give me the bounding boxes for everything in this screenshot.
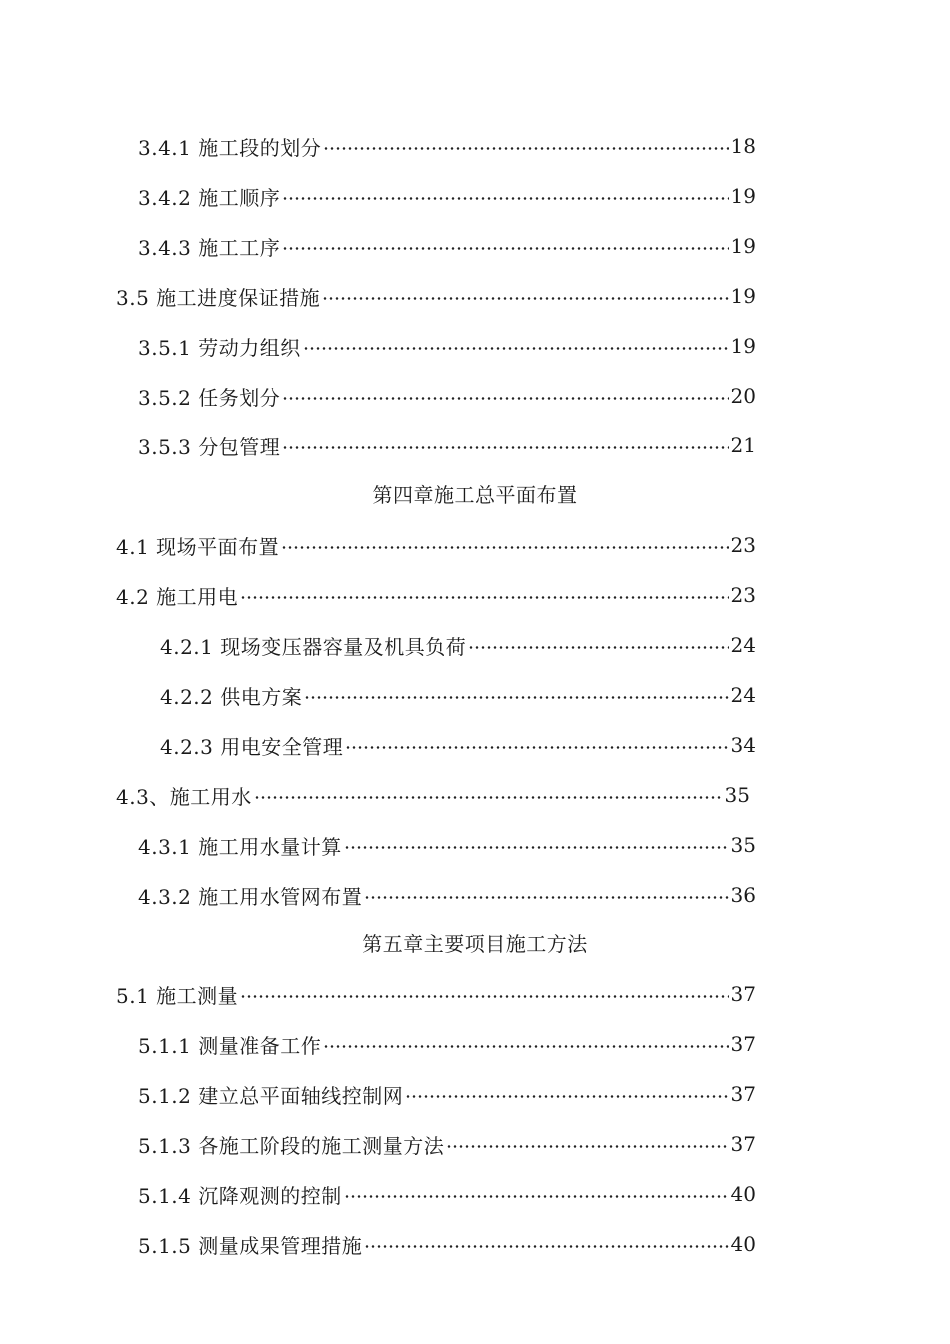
dot-leader [304, 696, 728, 699]
toc-entry-label: 5.1.1 测量准备工作 [138, 1033, 322, 1058]
dot-leader [405, 1095, 728, 1098]
toc-entry-page-number: 21 [730, 433, 756, 457]
dot-leader [344, 1195, 729, 1198]
chapter-heading: 第四章施工总平面布置 [372, 483, 578, 507]
toc-entry-page-number: 37 [730, 1082, 756, 1106]
toc-entry-page-number: 19 [730, 234, 756, 258]
toc-entry-label: 4.2 施工用电 [116, 584, 239, 609]
toc-entry[interactable] [116, 974, 756, 1014]
toc-entry-page-number: 40 [730, 1182, 756, 1206]
toc-entry[interactable] [138, 825, 756, 865]
toc-entry-page-number: 35 [724, 783, 750, 807]
dot-leader [282, 247, 728, 250]
toc-entry-page-number: 18 [730, 134, 756, 158]
toc-entry-page-number: 37 [730, 1032, 756, 1056]
dot-leader [322, 297, 728, 300]
toc-entry-page-number: 19 [730, 284, 756, 308]
toc-entry[interactable] [138, 176, 756, 216]
toc-entry-label: 3.5.3 分包管理 [138, 434, 281, 459]
toc-entry-label: 3.5.1 劳动力组织 [138, 335, 301, 360]
toc-entry-label: 5.1 施工测量 [116, 983, 239, 1008]
dot-leader [323, 1045, 728, 1048]
toc-entry-label: 5.1.2 建立总平面轴线控制网 [138, 1083, 404, 1108]
toc-entry-label: 4.3、施工用水 [116, 784, 252, 809]
toc-entry-page-number: 36 [730, 883, 756, 907]
toc-entry[interactable] [138, 1174, 756, 1214]
chapter-heading: 第五章主要项目施工方法 [362, 932, 588, 956]
toc-entry-page-number: 24 [730, 633, 756, 657]
toc-entry-label: 3.4.3 施工工序 [138, 235, 281, 260]
dot-leader [323, 147, 728, 150]
toc-entry-label: 3.4.1 施工段的划分 [138, 135, 322, 160]
toc-entry[interactable] [116, 775, 750, 815]
toc-entry-page-number: 37 [730, 1132, 756, 1156]
dot-leader [468, 646, 728, 649]
toc-entry[interactable] [138, 376, 756, 416]
dot-leader [303, 347, 729, 350]
toc-entry-page-number: 19 [730, 334, 756, 358]
toc-entry-label: 4.3.2 施工用水管网布置 [138, 884, 363, 909]
toc-entry-label: 3.5 施工进度保证措施 [116, 285, 321, 310]
toc-entry-label: 4.1 现场平面布置 [116, 534, 280, 559]
dot-leader [344, 846, 729, 849]
dot-leader [446, 1145, 728, 1148]
toc-entry[interactable] [116, 276, 756, 316]
toc-entry[interactable] [138, 126, 756, 166]
dot-leader [364, 896, 728, 899]
toc-entry[interactable] [138, 226, 756, 266]
toc-entry-page-number: 19 [730, 184, 756, 208]
dot-leader [240, 596, 728, 599]
toc-entry-label: 5.1.5 测量成果管理措施 [138, 1233, 363, 1258]
toc-entry-label: 3.5.2 任务划分 [138, 385, 281, 410]
toc-entry[interactable] [160, 675, 756, 715]
toc-entry-label: 4.2.3 用电安全管理 [160, 734, 344, 759]
toc-entry[interactable] [138, 1124, 756, 1164]
toc-entry[interactable] [138, 1074, 756, 1114]
toc-entry[interactable] [138, 1224, 756, 1264]
toc-entry-label: 5.1.4 沉降观测的控制 [138, 1183, 342, 1208]
toc-entry[interactable] [138, 875, 756, 915]
toc-entry-page-number: 23 [730, 533, 756, 557]
dot-leader [240, 995, 728, 998]
toc-entry[interactable] [160, 725, 756, 765]
toc-entry[interactable] [138, 1024, 756, 1064]
toc-entry-label: 5.1.3 各施工阶段的施工测量方法 [138, 1133, 445, 1158]
toc-entry[interactable] [138, 326, 756, 366]
dot-leader [281, 546, 728, 549]
toc-entry-label: 4.2.2 供电方案 [160, 684, 303, 709]
toc-entry-page-number: 23 [730, 583, 756, 607]
dot-leader [282, 397, 728, 400]
toc-entry-label: 3.4.2 施工顺序 [138, 185, 281, 210]
dot-leader [364, 1245, 728, 1248]
toc-entry-label: 4.3.1 施工用水量计算 [138, 834, 342, 859]
dot-leader [345, 746, 728, 749]
toc-entry[interactable] [116, 525, 756, 565]
toc-entry-page-number: 40 [730, 1232, 756, 1256]
toc-entry-page-number: 20 [730, 384, 756, 408]
dot-leader [254, 796, 723, 799]
toc-entry-page-number: 37 [730, 982, 756, 1006]
dot-leader [282, 446, 728, 449]
toc-entry-page-number: 35 [730, 833, 756, 857]
toc-entry[interactable] [160, 625, 756, 665]
toc-entry-page-number: 24 [730, 683, 756, 707]
toc-entry-label: 4.2.1 现场变压器容量及机具负荷 [160, 634, 467, 659]
dot-leader [282, 197, 728, 200]
toc-entry[interactable] [138, 425, 756, 465]
toc-entry-page-number: 34 [730, 733, 756, 757]
toc-entry[interactable] [116, 575, 756, 615]
